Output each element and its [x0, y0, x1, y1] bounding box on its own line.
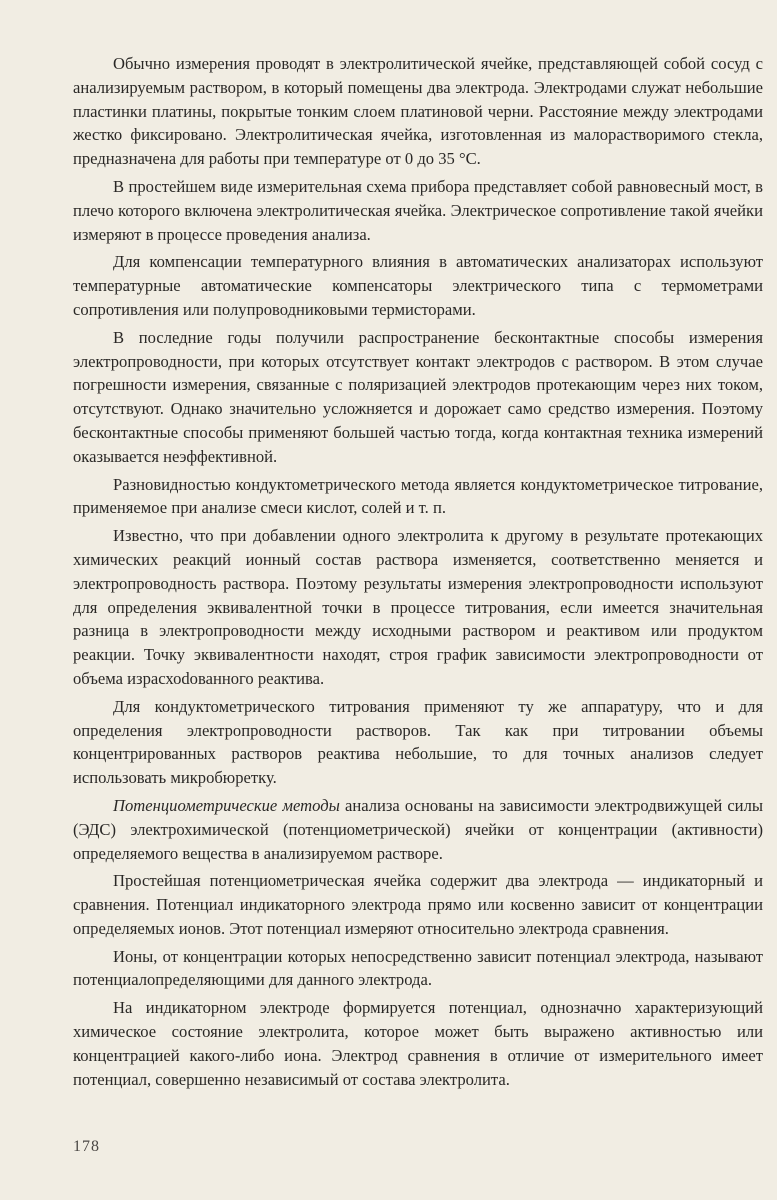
paragraph-conductometric-titration: Разновидностью кондуктометрического метода является кондуктометрическое титрование, применяемое при анализе смеси кислот, солей и т. п. [73, 474, 763, 518]
paragraph-temperature-compensation: Для компенсации температурного влияния в автоматических анализаторах используют температурные автоматические компенсаторы электрического типа с термометрами сопротивления или полупроводниковыми термисторами. [73, 252, 763, 319]
paragraph-potentiometric-methods [73, 794, 763, 865]
potentiometric-term: Потенциометрические методы [113, 795, 340, 815]
paragraph-contactless-methods: В последние годы получили распространение бесконтактные способы измерения электропроводности, при которых отсутствует контакт электродов с раствором. В этом случае погрешности измерения, связанные с поляризацией электродов протекающим через них током, отсутствуют. Однако значительно усложняется и дорожает само средство измерения. Поэтому бесконтактные способы применяют большей частью тогда, когда контактная техника измерений оказывается неэффективной. [73, 327, 763, 466]
paragraph-potential-determining-ions: Ионы, от концентрации которых непосредственно зависит потенциал электрода, называют потенциалопределяющими для данного электрода. [73, 946, 763, 990]
page-text [73, 52, 763, 1172]
paragraph-potentiometric-cell: Простейшая потенциометрическая ячейка содержит два электрода — индикаторный и сравнения. Потенциал индикаторного электрода прямо или косвенно зависит от концентрации определяемых ионов. Этот потенциал измеряют относительно электрода сравнения. [73, 871, 763, 938]
paragraph-bridge-scheme: В простейшем виде измерительная схема прибора представляет собой равновесный мост, в плечо которого включена электролитическая ячейка. Электрическое сопротивление такой ячейки измеряют в процессе проведения анализа. [73, 176, 763, 244]
paragraph-indicator-electrode: На индикаторном электроде формируется потенциал, однозначно характеризующий химическое состояние электролита, которое может быть выражено активностью или концентрацией какого-либо иона. Электрод сравнения в отличие от измерительного имеет потенциал, совершенно независимый от состава электролита. [73, 998, 763, 1089]
paragraph-electrolytic-cell: Обычно измерения проводят в электролитической ячейке, представляющей собой сосуд с анализируемым раствором, в который помещены два электрода. Электродами служат небольшие пластинки платины, покрытые тонким слоем платиновой черни. Расстояние между электродами жестко фиксировано. Электролитическая ячейка, изготовленная из малорастворимого стекла, предназначена для работы при температуре от 0 до 35 °С. [73, 54, 763, 169]
paragraph-titration-apparatus: Для кондуктометрического титрования применяют ту же аппаратуру, что и для определения электропроводности растворов. Так как при титровании объемы концентрированных растворов реактива небольшие, то для точных анализов следует использовать микробюретку. [73, 696, 763, 788]
page-number: 178 [73, 1138, 100, 1155]
paragraph-equivalence-point: Известно, что при добавлении одного электролита к другому в результате протекающих химических реакций ионный состав раствора изменяется, соответственно меняется и электропроводность раствора. Поэтому результаты измерения электропроводности используют для определения эквивалентной точки в процессе титрования, если имеется значительная разница в электропроводности между исходными раствором и реактивом или продуктом реакции. Точку эквивалентности находят, строя график зависимости электропроводности от объема израсхоdованного реактива. [73, 526, 763, 688]
potentiometric-definition: анализа основаны на зависимости электродвижущей силы (ЭДС) электрохимической (потенциометрической) ячейки от концентрации (активности) определяемого вещества в анализируемом растворе. [73, 795, 763, 863]
